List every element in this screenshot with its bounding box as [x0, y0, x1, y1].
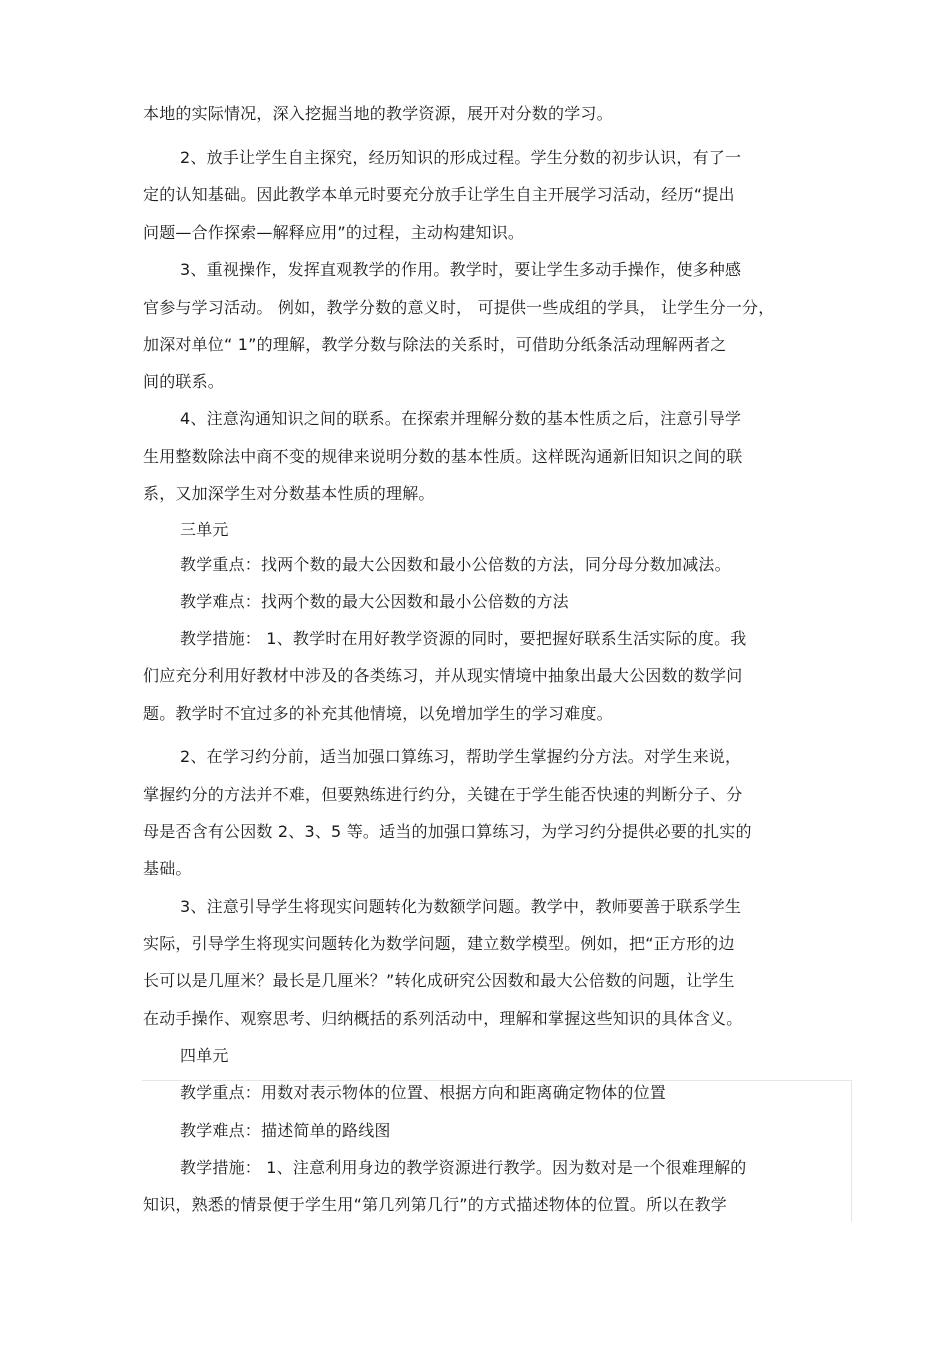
text-line: 本地的实际情况，深入挖掘当地的教学资源，展开对分数的学习。	[143, 104, 613, 123]
text-line: 定的认知基础。因此教学本单元时要充分放手让学生自主开展学习活动，经历“提出	[143, 185, 735, 204]
text-line: 加深对单位“ 1”的理解，教学分数与除法的关系时，可借助分纸条活动理解两者之	[143, 335, 727, 354]
text-line: 问题—合作探索—解释应用”的过程，主动构建知识。	[143, 223, 525, 242]
text-line: 官参与学习活动。 例如，教学分数的意义时， 可提供一些成组的学具， 让学生分一分，	[143, 298, 775, 317]
section-heading: 四单元	[180, 1046, 229, 1065]
text-line: 知识，熟悉的情景便于学生用“第几列第几行”的方式描述物体的位置。所以在教学	[143, 1195, 727, 1214]
text-line: 实际，引导学生将现实问题转化为数学问题，建立数学模型。例如，把“正方形的边	[143, 934, 735, 953]
text-line: 3、重视操作，发挥直观教学的作用。教学时，要让学生多动手操作，使多种感	[180, 260, 742, 279]
text-line: 间的联系。	[143, 372, 225, 391]
text-line: 长可以是几厘米？最长是几厘米？”转化成研究公因数和最大公倍数的问题，让学生	[143, 971, 735, 990]
text-line: 掌握约分的方法并不难，但要熟练进行约分，关键在于学生能否快速的判断分子、分	[143, 785, 743, 804]
text-line: 基础。	[143, 859, 192, 878]
text-line: 教学措施： 1、教学时在用好教学资源的同时，要把握好联系生活实际的度。我	[180, 629, 747, 648]
text-line: 2、在学习约分前，适当加强口算练习，帮助学生掌握约分方法。对学生来说，	[180, 747, 742, 766]
text-line: 3、注意引导学生将现实问题转化为数额学问题。教学中，教师要善于联系学生	[180, 897, 742, 916]
text-line: 教学重点：用数对表示物体的位置、根据方向和距离确定物体的位置	[180, 1083, 667, 1102]
text-line: 生用整数除法中商不变的规律来说明分数的基本性质。这样既沟通新旧知识之间的联	[143, 447, 743, 466]
text-line: 在动手操作、观察思考、归纳概括的系列活动中，理解和掌握这些知识的具体含义。	[143, 1009, 743, 1028]
text-line: 题。教学时不宜过多的补充其他情境，以免增加学生的学习难度。	[143, 704, 613, 723]
text-line: 2、放手让学生自主探究，经历知识的形成过程。学生分数的初步认识，有了一	[180, 148, 742, 167]
text-line: 教学措施： 1、注意利用身边的教学资源进行教学。因为数对是一个很难理解的	[180, 1158, 747, 1177]
text-line: 母是否含有公因数 2、3、5 等。适当的加强口算练习，为学习约分提供必要的扎实的	[143, 822, 752, 841]
text-line: 教学难点：描述简单的路线图	[180, 1121, 391, 1140]
section-heading: 三单元	[180, 520, 229, 539]
text-line: 教学难点：找两个数的最大公因数和最小公倍数的方法	[180, 592, 569, 611]
text-line: 们应充分利用好教材中涉及的各类练习，并从现实情境中抽象出最大公因数的数学问	[143, 666, 743, 685]
text-line: 4、注意沟通知识之间的联系。在探索并理解分数的基本性质之后，注意引导学	[180, 409, 742, 428]
text-line: 教学重点：找两个数的最大公因数和最小公倍数的方法，同分母分数加减法。	[180, 555, 731, 574]
text-line: 系，又加深学生对分数基本性质的理解。	[143, 484, 435, 503]
